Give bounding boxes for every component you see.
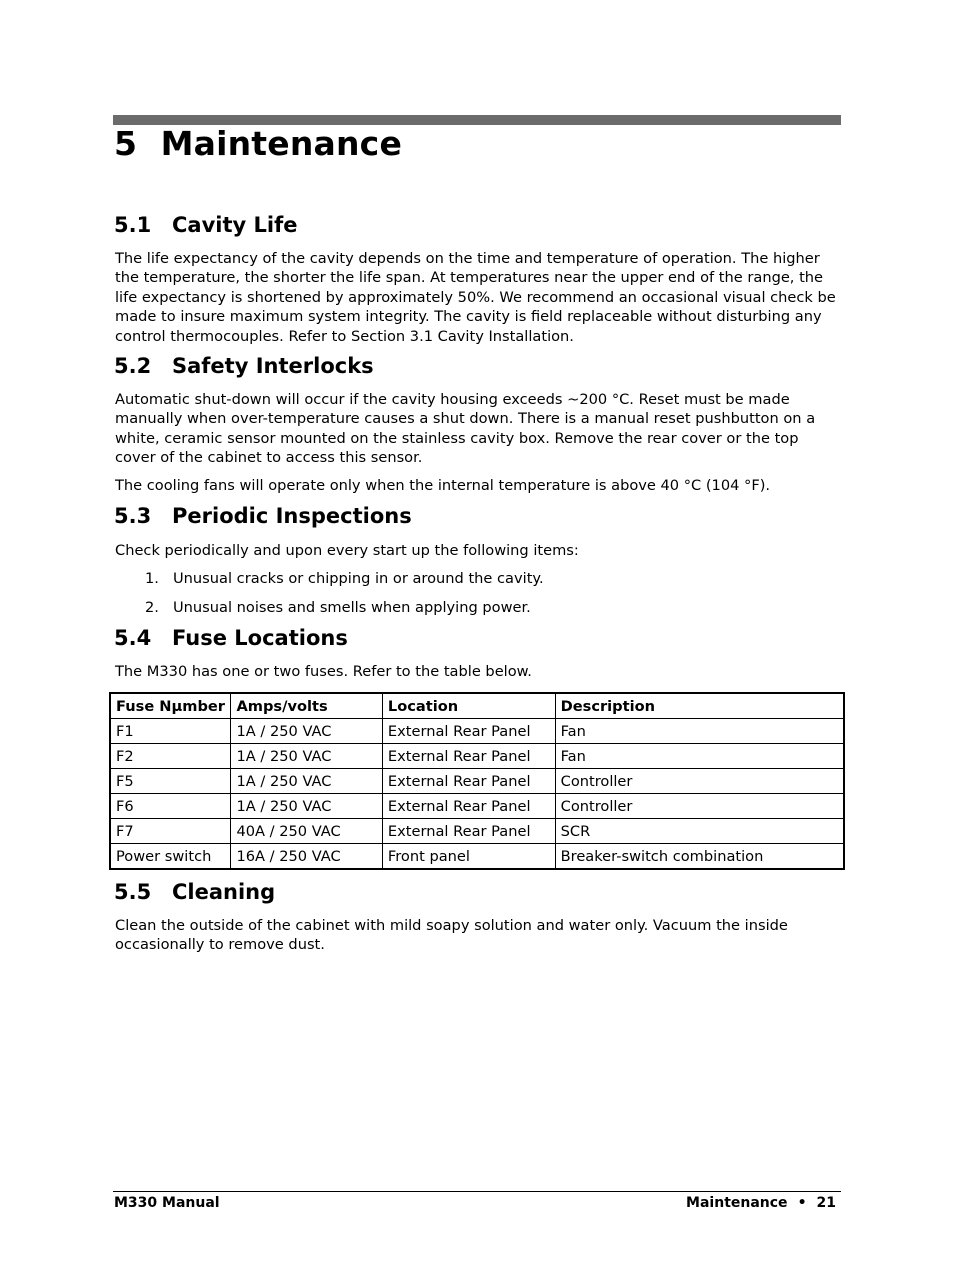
table-cell: External Rear Panel [382, 744, 555, 769]
table-row [110, 744, 844, 769]
table-cell: External Rear Panel [382, 819, 555, 844]
table-cell: SCR [555, 819, 844, 844]
section-heading-fuse-locations: 5.4 Fuse Locations [114, 626, 348, 650]
column-header: Description [555, 693, 844, 719]
table-cell: 1A / 250 VAC [231, 744, 382, 769]
table-cell: Front panel [382, 844, 555, 870]
section-heading-periodic-inspections: 5.3 Periodic Inspections [114, 504, 412, 528]
section-heading-cleaning: 5.5 Cleaning [114, 880, 276, 904]
table-row [110, 719, 844, 744]
table-row [110, 769, 844, 794]
column-header: Amps/volts [231, 693, 382, 719]
table-cell: 1A / 250 VAC [231, 719, 382, 744]
table-cell: F7 [110, 819, 231, 844]
footer-section: Maintenance [686, 1195, 788, 1211]
table-cell: 1A / 250 VAC [231, 769, 382, 794]
table-cell: 16A / 250 VAC [231, 844, 382, 870]
safety-interlocks-paragraph-1: Automatic shut-down will occur if the cavity housing exceeds ~200 °C. Reset must be made manually when over-temperature causes a shut down. There is a manual reset pushbutton on a white, ceramic sensor mounted on the stainless cavity box. Remove the rear cover or the top cover of the cabinet to access this sensor. [115, 391, 816, 467]
table-cell: F6 [110, 794, 231, 819]
footer-bullet: • [797, 1195, 807, 1211]
fuse-locations-paragraph: The M330 has one or two fuses. Refer to the table below. [115, 663, 532, 680]
table-cell: External Rear Panel [382, 769, 555, 794]
section-heading-cavity-life: 5.1 Cavity Life [114, 213, 298, 237]
list-item: 2. Unusual noises and smells when applying power. [145, 599, 531, 616]
table-row [110, 794, 844, 819]
footer-manual-title: M330 Manual [114, 1195, 220, 1211]
safety-interlocks-paragraph-2: The cooling fans will operate only when the internal temperature is above 40 °C (104 °F). [115, 477, 771, 494]
chapter-title: 5 Maintenance [114, 124, 403, 163]
table-cell: External Rear Panel [382, 794, 555, 819]
cavity-life-paragraph: The life expectancy of the cavity depends on the time and temperature of operation. The higher the temperature, the shorter the life span. At temperatures near the upper end of the range, the life expectancy is shortened by approximately 50%. We recommend an occasional visual check be made to insure maximum system integrity. The cavity is field replaceable without disturbing any control thermocouples. Refer to Section 3.1 Cavity Installation. [115, 250, 836, 345]
section-heading-safety-interlocks: 5.2 Safety Interlocks [114, 354, 374, 378]
table-cell: Controller [555, 794, 844, 819]
table-header-row [110, 693, 844, 719]
periodic-inspections-paragraph: Check periodically and upon every start up the following items: [115, 542, 579, 559]
table-cell: F5 [110, 769, 231, 794]
list-item: 1. Unusual cracks or chipping in or around the cavity. [145, 570, 544, 587]
footer-page-info [686, 1195, 836, 1211]
cleaning-paragraph: Clean the outside of the cabinet with mild soapy solution and water only. Vacuum the inside occasionally to remove dust. [115, 917, 788, 954]
table-cell: F2 [110, 744, 231, 769]
table-cell: 40A / 250 VAC [231, 819, 382, 844]
table-row [110, 819, 844, 844]
column-header: Location [382, 693, 555, 719]
column-header: Fuse Nµmber [110, 693, 231, 719]
page-number: 21 [816, 1195, 836, 1211]
table-row [110, 844, 844, 870]
table-cell: 1A / 250 VAC [231, 794, 382, 819]
table-cell: F1 [110, 719, 231, 744]
table-cell: Fan [555, 744, 844, 769]
table-cell: External Rear Panel [382, 719, 555, 744]
table-cell: Breaker-switch combination [555, 844, 844, 870]
fuse-table [109, 692, 845, 870]
footer-rule [113, 1191, 841, 1192]
table-cell: Controller [555, 769, 844, 794]
table-cell: Fan [555, 719, 844, 744]
table-cell: Power switch [110, 844, 231, 870]
